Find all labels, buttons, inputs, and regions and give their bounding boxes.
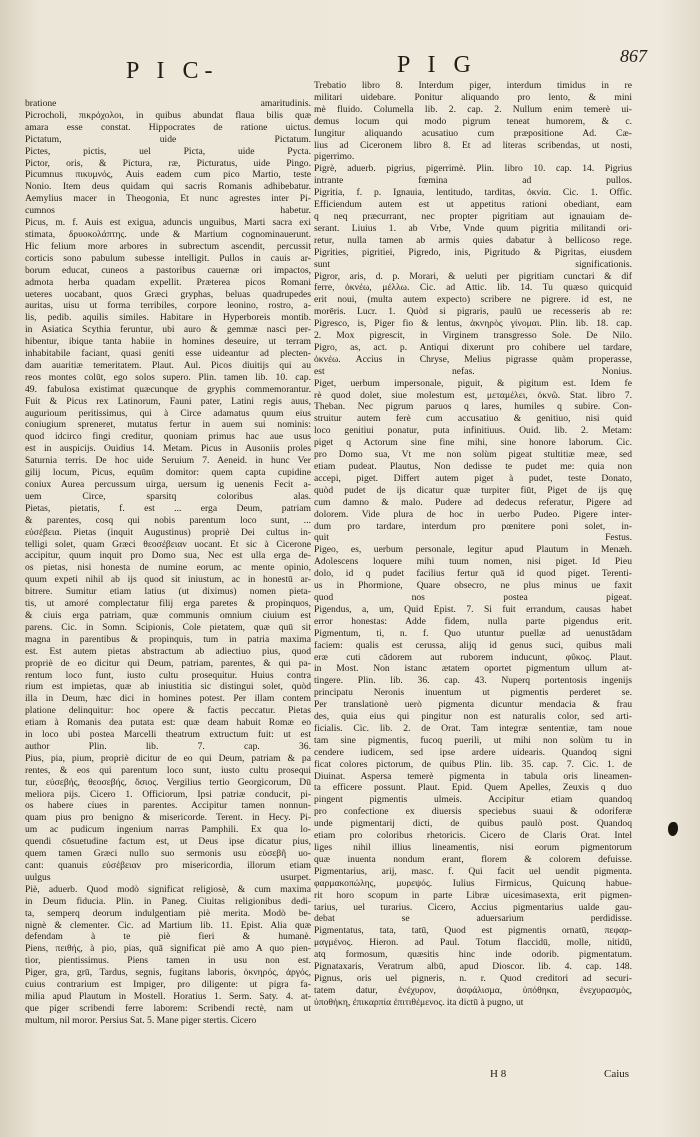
- text-line: us in Phormione, Quare obsecro, ne plus minus ue faxit: [314, 580, 632, 592]
- text-line: pigerrimo.: [314, 151, 355, 163]
- text-line: cant: quanuis εὐσέβειαν pro misericordia, illorum etiam: [25, 860, 311, 871]
- text-line: Pigritia, f. p. Ignauia, lentitudo, tarditas, ὀκνία. Cic. 1. Offic.: [314, 187, 632, 199]
- running-head-left: P I C-: [126, 58, 219, 84]
- text-line: dam auaritiæ temeritatem. Plaut. Aul. Picos diuitijs qui au: [25, 359, 311, 371]
- text-line: sunt significationis.: [314, 258, 632, 270]
- text-line: gilij locum, Picus, equūm domitor: quem capta cupidine: [25, 467, 311, 479]
- text-line: quem tamen Græci nullo suo sermonis usu εὐσεβῆ uo-: [25, 848, 311, 860]
- text-line: 49. fabulosa existimat quæcunque de gryphis commemorantur.: [25, 383, 311, 395]
- text-line: quæ inuenta nondum erant, florem & colorem defuisse.: [314, 853, 632, 865]
- text-line: pingent pigmentis ulmeis. Accipitur etiam quandoq: [314, 794, 632, 806]
- text-line: tam sine pigmentis, fucoq puerili, ut mihi non solùm tu in: [314, 734, 632, 746]
- text-line: Pigresco, is, Piger fio & lentus, ἀκνηρὸς γίνομαι. Plin. lib. 18. cap.: [314, 318, 632, 330]
- text-line: tur, εὐσεβής, θεοσεβής, ὅσιος. Vergilius tertio Georgicorum, Dū: [25, 776, 311, 788]
- text-line: tior, pientissimus. Piens tamen in usu non est.: [25, 955, 311, 967]
- text-line: des, quia eius qui pingitur non est naturalis color, sed arti-: [314, 711, 632, 723]
- text-line: est. Est autem pietas abstractum ab adiectiuo pius, quod: [25, 645, 311, 657]
- text-line: Picumnus πικυμνός, Auis eadem cum pico Martio, teste: [25, 169, 311, 181]
- text-line: etiam pro coloribus rhetoricis. Cicero de Claris Orat. Intel: [314, 830, 632, 842]
- text-line: Saturnia terris. De hoc uide Seruium 7. Aeneid. in hunc Ver: [25, 455, 311, 467]
- text-line: os habere ciues in parentes. Accipitur tamen nonnun-: [25, 800, 311, 812]
- text-line: borum educat, cuneos a pastoribus cauernæ ori impactos,: [25, 264, 311, 276]
- text-line: quam pius pro benigno & misericorde. Terent. in Hecy. Pi-: [25, 812, 311, 824]
- text-line: Pigmentarius, arij, masc. f. Qui facit uel uendit pigmenta.: [314, 865, 632, 877]
- text-line: platione delinquitur: hoc opere & factis peccatur. Pietas: [25, 705, 311, 717]
- text-line: lius ad Ciceronem libro 8. Et ad literas scribendas, ut nosti,: [314, 139, 632, 151]
- text-line: struitur autem ferè cum accusatiuo & genitiuo, nisi quid: [314, 413, 632, 425]
- text-line: illa in Deum, hæc dici in homines potest. Per illam contem: [25, 693, 311, 705]
- text-line: tis, ut amoré complectatur filij erga paretes & propinquos,: [25, 598, 311, 610]
- text-line: Pigeo, es, uerbum personale, legitur apud Plautum in Menæh.: [314, 544, 632, 556]
- text-line: rentum loco funt, iusto cultu prosequitur. Huius contra: [25, 669, 311, 681]
- text-line: Picus, m. f. Auis est exigua, aduncis unguibus, Marti sacra exi: [25, 217, 311, 229]
- text-line: Picrocholi, πικρόχολοι, in quibus abundat flaua bilis quæ: [25, 109, 311, 121]
- text-line: hibentur, ibique tanta habiie in homines deseuire, ut terram: [25, 336, 311, 348]
- text-line: Pigrities, pigritiei, Pigredo, inis, Pigritudo & Pigritas, eiusdem: [314, 246, 632, 258]
- text-line: militari uidebare. Ponitur aliquando pro lento, & mini: [314, 91, 632, 103]
- text-line: atq formosum, quæsitis hinc inde odorib. pigmentatum.: [314, 949, 632, 961]
- text-line: unde pigmentarij dicti, de quibus paulò post. Quandoq: [314, 818, 632, 830]
- text-line: μαγμένος. Hieron. ad Paul. Totum flaccidū, molle, nitidū,: [314, 937, 632, 949]
- running-head-center: P I G: [397, 52, 477, 78]
- text-line: cuius contrarium est Impiger, pro diligente: ut pigra fa-: [25, 979, 311, 991]
- text-line: pro confectione ex diuersis speciebus suaui & odoriferæ: [314, 806, 632, 818]
- text-line: Pigendus, a, um, Quid Epist. 7. Si fuit errandum, causas habet: [314, 603, 632, 615]
- text-line: debat se aduersarium perdidisse.: [314, 913, 632, 925]
- text-line: loco genitiui ponatur, puta infinitiuus. Ouid. lib. 2. Metam:: [314, 425, 632, 437]
- text-line: Aemylius macer in Theogonia, Et nunc agrestes inter Pi-: [25, 193, 311, 205]
- text-line: Per translationè uerò pigmenta dicuntur mendacia & frau: [314, 699, 632, 711]
- text-line: meliora pijs. Cicero 1. Officiorum, Ipsi patriæ conducit, pi-: [25, 788, 311, 800]
- text-line: quod nos postea pigeat.: [314, 591, 632, 603]
- text-line: est nefas. Nonius.: [314, 365, 632, 377]
- text-line: piget q Actorum sine fine mihi, sine honore laborum. Cic.: [314, 437, 632, 449]
- text-line: um ac pudicum ingenium narras Pamphili. Ex qua lo-: [25, 824, 311, 836]
- text-line: tingere. Plin. lib. 36. cap. 43. Nuperq portentosis ingenijs: [314, 675, 632, 687]
- text-line: Trebatio libro 8. Interdum piger, interdum timidus in re: [314, 80, 632, 91]
- text-line: corticis sono pabulum subesse intelligit. Pullos in cauis ar-: [25, 252, 311, 264]
- text-line: uem Circe, sparsitq coloribus alas.: [25, 490, 311, 502]
- text-line: auritas, uisu ut forma terribiles, corpore leonino, rostro, a-: [25, 300, 311, 312]
- text-line: accepi, piget. Differt autem piget à pudet, teste Donato,: [314, 472, 632, 484]
- text-line: Pius, pia, pium, propriè dicitur de eo qui Deum, patriam & pa: [25, 752, 311, 764]
- text-line: Pictatum, uide Pictatum.: [25, 133, 311, 145]
- text-line: bitrere. Sumitur etiam latius (ut diximus) nomen pieta-: [25, 586, 311, 598]
- text-line: Pictor, oris, & Pictura, ræ, Picturatus, uide Pingo.: [25, 157, 311, 169]
- text-line: uulgus usurpet.: [25, 871, 311, 883]
- text-line: liges nihil illius lineamentis, nisi eorum pigmentorum: [314, 842, 632, 853]
- text-line: Piger, gra, grū, Tardus, segnis, fugitans laboris, ὀκνηρός, ἀργός,: [25, 967, 311, 979]
- text-line: coniugium spreneret, mutatus fertur in auem sui nominis:: [25, 419, 311, 431]
- text-line: accipitur, quum inquit pro Domo sua, Nec est ulla erga de-: [25, 550, 311, 562]
- text-line: ta, semperq deorum indulgentiam piè merita. Modò be-: [25, 907, 311, 919]
- text-line: Pigrè, aduerb. pigrius, pigerrimè. Plin. libro 10. cap. 14. Pigrius: [314, 163, 632, 175]
- catchword: Caius: [604, 1068, 630, 1080]
- text-line: magna in parentibus & propinquis, tum in patria maxima: [25, 633, 311, 645]
- text-line: Pigmentum, ti, n. f. Quo utuntur puellæ ad uenustādam: [314, 627, 632, 639]
- text-line: Piget, uerbum impersonale, piguit, & pigitum est. Idem fe: [314, 377, 632, 389]
- text-line: faciem: qualis est cerussa, alijq id genus suci, quibus mali: [314, 639, 632, 651]
- text-line: bratione amaritudinis.: [25, 98, 311, 109]
- page-number: 867: [620, 46, 647, 66]
- text-line: author Plin. lib. 7. cap. 36.: [25, 740, 311, 752]
- text-line: stimata, δρυοκολάπτης. unde & Martium cognominauerunt.: [25, 228, 311, 240]
- right-column: [314, 80, 632, 1080]
- ink-blot-icon: [668, 822, 678, 836]
- text-line: inhabitabile faciant, quasi geniti esse uideantur ad plecten-: [25, 348, 311, 360]
- text-line: defendam à te piè fieri & humanè.: [25, 931, 311, 943]
- text-line: tarius, uel turarius. Cicero, Accius pigmentarius ualde gau-: [314, 901, 632, 913]
- text-line: φαρμακοπώλης, μυρεψός. Iulius Firmicus, Quicunq habue-: [314, 877, 632, 889]
- text-line: ὀκνέω. Accius in Chryse, Melius pigrasse quàm properasse,: [314, 353, 632, 365]
- text-line: ὑποθήκη, ἐπικαρπία ἐπιτιθέμενος. ita dictū à pugno, ut: [314, 996, 524, 1008]
- text-line: coniux Aurea percussum uirga, uersum ig uenenis Fecit a-: [25, 479, 311, 490]
- text-line: parens. Cic. in Somn. Scipionis, Cole pietatem, quæ quū sit: [25, 621, 311, 633]
- text-line: lis, pedib. aquilis similes. Habitare in Hyperboreis montib.: [25, 312, 311, 324]
- left-column: [25, 98, 311, 1118]
- text-line: & ciuis erga patriam, quæ communis omnium ciuium est: [25, 609, 311, 621]
- text-line: quendi cōsuetudine factum est, ut Deus ipse dicatur pius,: [25, 836, 311, 848]
- text-line: rium est impietas, quæ ab iniustitia sic distingui solet, quòd: [25, 681, 311, 693]
- text-line: que piger scribendi ferre laborem: Scribendi rectè, nam ut: [25, 1002, 311, 1014]
- text-line: retur, nulla tamen ab armis quies dabatur à bellicoso rege.: [314, 234, 632, 246]
- text-line: Pigror, aris, d. p. Morari, & ueluti per pigritiam cunctari & dif: [314, 270, 632, 282]
- text-line: quum expeti nihil ab ijs quod sit iniustum, ac in honestū ar-: [25, 574, 311, 586]
- text-line: dum pro tardare, interdum pro pœnitere poni solet, in-: [314, 520, 632, 532]
- text-line: propriè de eo dicitur qui Deum, patriam, parentes, & qui pa-: [25, 657, 311, 669]
- text-line: q neq præcurrant, nec propter pigritiam aut ignauiam de-: [314, 210, 632, 222]
- text-line: erit noui, (multa autem expecto) scribere ne pigrere. id est, ne: [314, 294, 632, 306]
- text-line: error honestas: Adde fidem, nulla parte pigendus erit.: [314, 615, 632, 627]
- text-line: ficat colores pictorum, de quibus Plin. lib. 35. cap. 7. Cic. 1. de: [314, 758, 632, 770]
- text-line: εὐσέβεια. Pietas (inquit Augustinus) propriè Dei cultus in-: [25, 526, 311, 538]
- text-line: serant. Liuius 1. ab Vrbe, Vnde quum pigritia militandi ori-: [314, 222, 632, 234]
- text-line: ta efficere possunt. Plaut. Epid. Quem Apelles, Zeuxis q duo: [314, 782, 632, 794]
- text-line: os pietas, nisi honesta de numine eorum, ac mente opinio,: [25, 562, 311, 574]
- text-line: demus locum qui modo pigrum teneat humorem, & c.: [314, 115, 632, 127]
- text-line: principatu Neronis inuentum ut pigmentis perderet se.: [314, 687, 632, 699]
- text-line: etiam à Romanis dea putata est: quæ deam habuit Romæ eo: [25, 717, 311, 729]
- text-line: morēris. Lucr. 1. Quòd si pigraris, paulū ue recesseris ab re:: [314, 306, 632, 318]
- text-line: nignè & clementer. Cic. ad Martium lib. 11. Epist. Alia quæ: [25, 919, 311, 931]
- text-line: cumnos habetur.: [25, 205, 311, 217]
- text-line: dolorem. Vide plura de hoc in uerbo Pudeo. Pigere inter-: [314, 508, 632, 520]
- text-line: tatem datur, ἐνέχυρον, ἀσφάλισμα, ὑπόθηκα, ἐνεχυρασμὸς,: [314, 984, 632, 996]
- signature-mark: H 8: [490, 1068, 507, 1080]
- text-line: ueteres uocabant, quos Græci gryphas, beluas quadrupedes: [25, 288, 311, 300]
- text-line: in loco ubi postea Marcelli theatrum extructum fuit: ut est: [25, 729, 311, 741]
- text-line: mè fluido. Columella lib. 2. cap. 2. Nullum enim temerè ui-: [314, 103, 632, 115]
- text-line: Diuinat. Aspersa temerè pigmenta in tabula oris lineamen-: [314, 770, 632, 782]
- text-line: Adolescens loquere mihi tuum nomen, nisi piget. Id Pieu: [314, 556, 632, 568]
- text-line: ferre, ὀκνέω, μέλλω. Cic. ad Attic. lib. 14. Tu quæso quicquid: [314, 282, 632, 294]
- text-line: cendere iudicem, sed ipse ardere uidearis. Quandoq signi: [314, 746, 632, 758]
- text-line: in Most. Non istanc ætatem oportet pigmentum ullum at-: [314, 663, 632, 675]
- text-line: rentes, & eos qui parentum loco sunt, iusto cultu prosequi: [25, 764, 311, 776]
- text-line: telligi solet, quam Græci θεοσέβειαν uocant. Et sic à Cicerone: [25, 538, 311, 550]
- text-line: Iungitur aliquando acusatiuo cum præpositione Ad. Cæ-: [314, 127, 632, 139]
- text-line: dolo, id q pudet facilius fertur quā id quod piget. Terenti-: [314, 568, 632, 580]
- text-line: Efficiendum autem est ut appetitus rationi obediant, eam: [314, 199, 632, 211]
- text-line: Piè, aduerb. Quod modò significat religiosè, & cum maxima: [25, 883, 311, 895]
- text-line: Nonio. Item deus quidam qui sacris Romanis adhibebatur.: [25, 181, 311, 193]
- text-line: cum damno & malo. Pudere ad dedecus referatur, Pigere ad: [314, 496, 632, 508]
- text-line: reos montes colūt, ego solos supero. Plin. tamen lib. 10. cap.: [25, 371, 311, 383]
- text-line: amara esse constat. Hippocrates de ratione uictus.: [25, 121, 311, 133]
- text-line: est in auspicijs. Ouidius 14. Metam. Picus in Ausoniis proles: [25, 443, 311, 455]
- text-line: etiam pudeat. Plautus, Non dedisse te pudet me: quia non: [314, 461, 632, 472]
- text-line: admota herba quadam expellit. Præterea picos Romani: [25, 276, 311, 288]
- text-line: 2. Mox pigrescit, in Virginem transgresso Sole. De Nilo.: [314, 330, 632, 342]
- text-line: Pietas, pietatis, f. est ... erga Deum, patriam: [25, 502, 311, 514]
- text-line: rè quod dolet, siue molestum est, μεταμέλει, ὀκνῶ. Stat. libro 7.: [314, 389, 632, 401]
- text-line: Pignataxaris, Veratrum albū, apud Dioscor. lib. 4. cap. 148.: [314, 961, 632, 973]
- text-line: rit horo scopum in parte Libræ uicesimasexta, erit pigmen-: [314, 889, 632, 901]
- text-line: pro Domo sua, Vt me non solùm pigeat stultitiæ meæ, sed: [314, 449, 632, 461]
- text-line: milia apud Plautum in Mostell. Horatius 1. Serm. Saty. 4. at-: [25, 990, 311, 1002]
- text-line: Theban. Nec pigrum paruos q lares, humiles q subire. Con-: [314, 401, 632, 413]
- text-line: Pignus, oris uel pigneris, n. r. Quod creditori ad securi-: [314, 972, 632, 984]
- text-line: Pigmentatus, tata, tatū, Quod est pigmentis ornatū, πεφαρ-: [314, 925, 632, 937]
- text-line: Pigro, as, act. p. Antiqui dixerunt pro cohibere uel tardare,: [314, 341, 632, 353]
- text-line: quit Festus.: [314, 532, 632, 544]
- text-line: Hic felium more arbores in subrectum ascendit, percussit: [25, 240, 311, 252]
- text-line: eræ cuti cādorem aut ruborem inducunt, φῦκος. Plaut.: [314, 651, 632, 663]
- text-line: & parentes, cosq qui nobis parentum loco sunt, ...: [25, 514, 311, 526]
- text-line: quòd pudet de ijs dicatur quæ turpiter fiūt, Piget de ijs quę: [314, 484, 632, 496]
- text-line: intrante fœmina ad pullos.: [314, 175, 632, 187]
- text-line: Piens, πειθής, à pio, pias, quā significat piè amo A quo pien-: [25, 943, 311, 955]
- text-line: multum, nil moror. Persius Sat. 5. Mane piger stertis. Cicero: [25, 1014, 257, 1026]
- text-line: Fuit & Picus rex Latinorum, Fauni pater, Latini regis auus,: [25, 395, 311, 407]
- text-line: in Asiatica Scythia feruntur, ubi auro & gemmæ nasci per-: [25, 324, 311, 336]
- text-line: Pictes, pictis, uel Picta, uide Pycta.: [25, 145, 311, 157]
- text-line: ficialis. Cic. lib. 2. de Orat. Tam integræ sententiæ, tam noue: [314, 722, 632, 734]
- text-line: augurioum peritissimus, qui à Circe adamatus quum eius: [25, 407, 311, 419]
- text-line: in Deum fiducia. Plin. in Paneg. Ciuitas religionibus dedi-: [25, 895, 311, 907]
- text-line: quod idcirco fingi creditur, quoniam primus hac aue usus: [25, 431, 311, 443]
